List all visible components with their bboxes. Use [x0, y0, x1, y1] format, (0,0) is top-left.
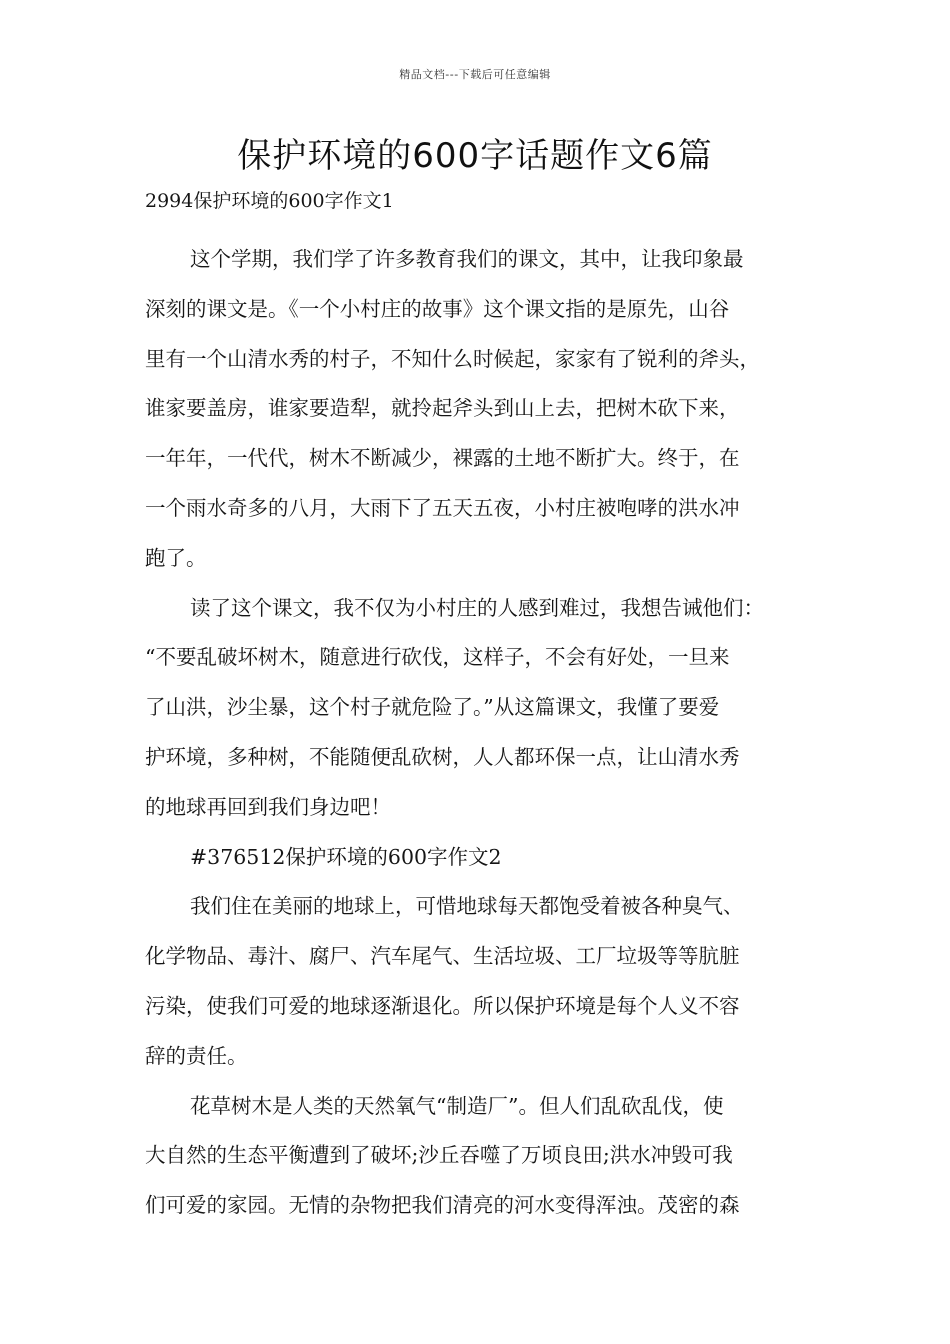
paragraph-line: 化学物品、毒汁、腐尸、汽车尾气、生活垃圾、工厂垃圾等等肮脏 [145, 944, 740, 969]
section-heading-1: 2994保护环境的600字作文1 [145, 190, 394, 212]
paragraph-line: 谁家要盖房，谁家要造犁，就拎起斧头到山上去，把树木砍下来， [145, 396, 740, 421]
paragraph-line: 一个雨水奇多的八月，大雨下了五天五夜，小村庄被咆哮的洪水冲 [145, 495, 740, 520]
paragraph-line: 里有一个山清水秀的村子，不知什么时候起，家家有了锐利的斧头， [145, 346, 760, 371]
paragraph-line: 大自然的生态平衡遭到了破坏;沙丘吞噬了万顷良田;洪水冲毁可我 [145, 1143, 733, 1168]
paragraph-line: 花草树木是人类的天然氧气“制造厂”。但人们乱砍乱伐，使 [190, 1093, 724, 1118]
paragraph-line: 的地球再回到我们身边吧！ [145, 794, 391, 819]
section-heading-2: #376512保护环境的600字作文2 [190, 844, 502, 869]
document-body [145, 186, 820, 1231]
paragraph-line: 跑了。 [145, 545, 207, 570]
paragraph-line: 护环境，多种树，不能随便乱砍树，人人都环保一点，让山清水秀 [145, 744, 740, 769]
paragraph-line: 读了这个课文，我不仅为小村庄的人感到难过，我想告诫他们： [190, 595, 764, 620]
paragraph-line: 污染，使我们可爱的地球逐渐退化。所以保护环境是每个人义不容 [145, 993, 740, 1018]
header-note: 精品文档---下载后可任意编辑 [399, 68, 551, 81]
paragraph-line: 我们住在美丽的地球上，可惜地球每天都饱受着被各种臭气、 [190, 894, 744, 919]
paragraph-line: 了山洪，沙尘暴，这个村子就危险了。”从这篇课文，我懂了要爱 [145, 695, 720, 720]
paragraph-line: 们可爱的家园。无情的杂物把我们清亮的河水变得浑浊。茂密的森 [145, 1193, 740, 1218]
document-title: 保护环境的600字话题作文6篇 [237, 136, 713, 176]
paragraph-line: 这个学期，我们学了许多教育我们的课文，其中，让我印象最 [190, 247, 744, 271]
paragraph-line: 辞的责任。 [145, 1043, 248, 1068]
paragraph-line: 一年年，一代代，树木不断减少，裸露的土地不断扩大。终于，在 [145, 446, 740, 471]
paragraph-line: 深刻的课文是。《一个小村庄的故事》这个课文指的是原先，山谷 [145, 296, 730, 321]
paragraph-line: “不要乱破坏树木，随意进行砍伐，这样子，不会有好处，一旦来 [145, 645, 730, 670]
